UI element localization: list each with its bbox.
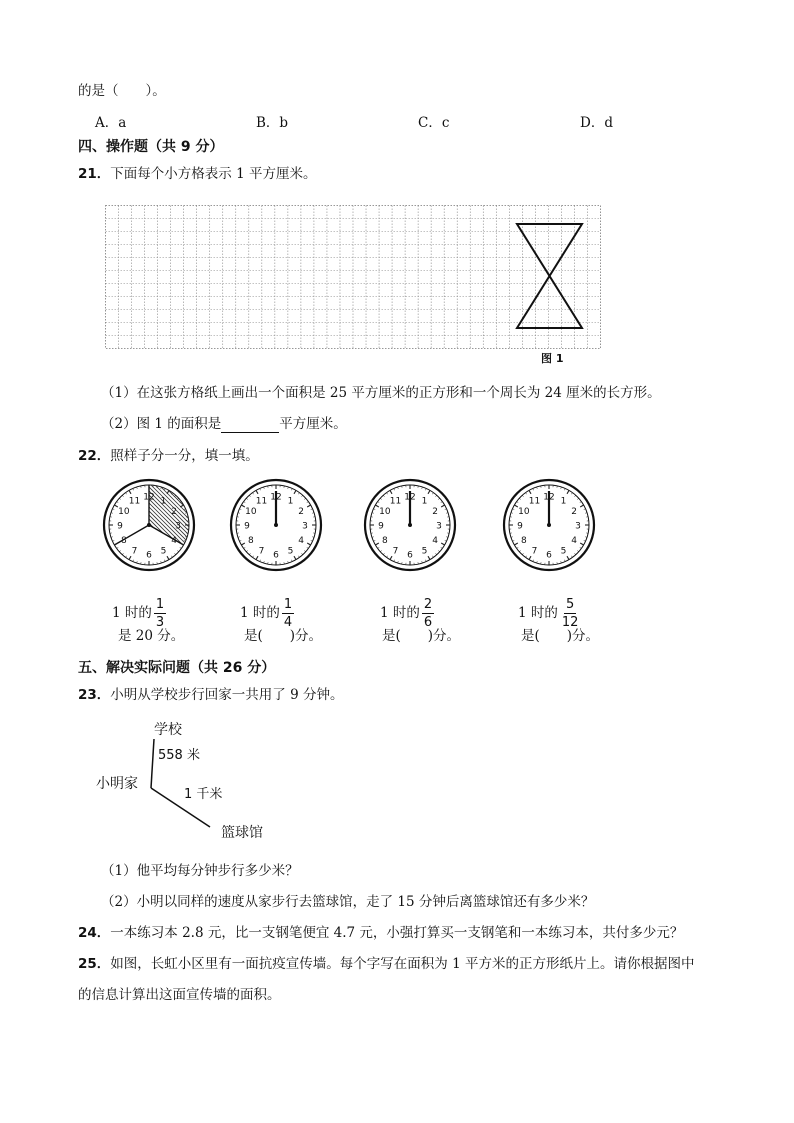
clock-number: 1	[421, 496, 428, 507]
q22-item-4	[518, 596, 580, 631]
clock-number: 11	[389, 496, 402, 507]
q22-item-3-answer: 是( )分。	[382, 628, 461, 644]
fraction-numerator: 1	[155, 597, 165, 612]
fraction-denominator: 12	[561, 615, 579, 630]
clock-number: 7	[531, 546, 538, 557]
clock-number: 12	[143, 492, 155, 503]
clock-number: 2	[171, 507, 177, 517]
clock-center	[547, 523, 551, 527]
clock-number: 4	[571, 536, 577, 546]
clock-number: 5	[560, 546, 567, 557]
clock-center	[274, 523, 278, 527]
clock-number: 7	[131, 546, 138, 557]
item-2-prefix: 1 时的	[240, 605, 280, 621]
q23-question	[78, 686, 343, 704]
clock-center	[147, 523, 151, 527]
clock-number: 11	[128, 496, 141, 507]
clock-number: 3	[436, 521, 442, 532]
clock-number: 9	[517, 521, 523, 532]
q22-question	[78, 447, 259, 465]
q22-item-2-answer: 是( )分。	[244, 628, 323, 644]
q21-part2	[101, 415, 347, 433]
q20-option-a: A．a	[95, 115, 127, 131]
clock-number: 8	[521, 536, 527, 546]
clock-number: 4	[432, 536, 438, 546]
q22-number: 22．	[78, 448, 111, 464]
clock-number: 5	[421, 546, 428, 557]
fraction-2-6	[422, 596, 434, 631]
fraction-1-4	[282, 596, 294, 631]
q22-clocks	[0, 470, 794, 580]
clock-number: 10	[518, 507, 530, 517]
clock-number: 6	[146, 550, 152, 561]
figure-1-hourglass	[517, 224, 582, 328]
clock-number: 12	[270, 492, 282, 503]
q25-line2: 的信息计算出这面宣传墙的面积。	[78, 987, 281, 1003]
clock-number: 7	[258, 546, 265, 557]
q21-text: 下面每个小方格表示 1 平方厘米。	[110, 166, 317, 182]
clock-number: 6	[273, 550, 279, 561]
clock-number: 8	[121, 536, 127, 546]
q24-number: 24．	[78, 925, 111, 941]
clock-number: 11	[255, 496, 268, 507]
q21-answer-blank	[221, 418, 279, 433]
clock-number: 6	[546, 550, 552, 561]
map-label-school: 学校	[154, 722, 182, 738]
fraction-1-3	[154, 596, 166, 631]
q24-text: 一本练习本 2.8 元，比一支钢笔便宜 4.7 元，小强打算买一支钢笔和一本练习本，共付多少元？	[110, 925, 684, 941]
clock-number: 7	[392, 546, 399, 557]
q21-part1: （1）在这张方格纸上画出一个面积是 25 平方厘米的正方形和一个周长为 24 厘米的长方形。	[101, 385, 661, 401]
clock-number: 5	[160, 546, 167, 557]
map-label-gym: 篮球馆	[221, 825, 263, 841]
q25-line1: 如图，长虹小区里有一面抗疫宣传墙。每个字写在面积为 1 平方米的正方形纸片上。请你根据图中	[110, 956, 695, 972]
q22-item-2	[240, 596, 294, 631]
item-1-prefix: 1 时的	[112, 605, 152, 621]
clock-number: 1	[287, 496, 294, 507]
clock-number: 9	[378, 521, 384, 532]
q22-item-1	[112, 596, 166, 631]
clock-number: 12	[404, 492, 416, 503]
q25-question	[78, 955, 694, 973]
clock-number: 3	[302, 521, 308, 532]
q20-option-d: D．d	[580, 115, 613, 131]
figure-1-label: 图 1	[541, 352, 564, 365]
q20-text: 的是（ ）。	[78, 83, 166, 99]
item-4-prefix: 1 时的	[518, 605, 558, 621]
map-label-1km: 1 千米	[184, 787, 223, 802]
clock-number: 10	[118, 507, 130, 517]
clock-number: 12	[543, 492, 555, 503]
q23-part1: （1）他平均每分钟步行多少米？	[101, 863, 299, 879]
clock-quarter	[231, 480, 321, 570]
fraction-denominator: 4	[283, 615, 293, 630]
clock-number: 5	[287, 546, 294, 557]
clock-number: 10	[379, 507, 391, 517]
q21-question	[78, 165, 316, 183]
fraction-numerator: 2	[423, 597, 433, 612]
clock-number: 2	[298, 507, 304, 517]
q21-part2-post: 平方厘米。	[279, 416, 347, 432]
clock-number: 10	[245, 507, 257, 517]
fraction-denominator: 6	[423, 615, 433, 630]
q22-item-3	[380, 596, 434, 631]
clock-number: 1	[160, 496, 167, 507]
fraction-5-12	[560, 596, 581, 631]
section-5-title: 五、解决实际问题（共 26 分）	[78, 660, 276, 676]
route-school-home	[151, 739, 154, 788]
q20-option-c: C．c	[418, 115, 450, 131]
clock-number: 3	[175, 521, 181, 532]
clock-number: 6	[407, 550, 413, 561]
clock-five-twelfths	[504, 480, 594, 570]
q24-question	[78, 924, 683, 942]
fraction-denominator: 3	[155, 615, 165, 630]
q23-number: 23．	[78, 687, 111, 703]
q23-text: 小明从学校步行回家一共用了 9 分钟。	[110, 687, 344, 703]
clock-number: 1	[560, 496, 567, 507]
q20-option-b: B．b	[256, 115, 289, 131]
clock-number: 8	[248, 536, 254, 546]
clock-number: 4	[171, 536, 177, 546]
clock-number: 2	[571, 507, 577, 517]
q25-number: 25．	[78, 956, 111, 972]
clock-number: 3	[575, 521, 581, 532]
q22-item-1-answer: 是 20 分。	[118, 628, 185, 644]
clock-two-sixths	[365, 480, 455, 570]
q23-part2: （2）小明以同样的速度从家步行去篮球馆，走了 15 分钟后离篮球馆还有多少米？	[101, 894, 595, 910]
clock-number: 11	[528, 496, 541, 507]
map-label-558m: 558 米	[158, 748, 200, 763]
section-4-title: 四、操作题（共 9 分）	[78, 139, 224, 155]
clock-center	[408, 523, 412, 527]
clock-number: 9	[244, 521, 250, 532]
q22-item-4-answer: 是( )分。	[521, 628, 600, 644]
clock-number: 9	[117, 521, 123, 532]
fraction-numerator: 1	[283, 597, 293, 612]
clock-number: 8	[382, 536, 388, 546]
item-3-prefix: 1 时的	[380, 605, 420, 621]
clock-number: 4	[298, 536, 304, 546]
map-label-home: 小明家	[96, 776, 138, 792]
q22-text: 照样子分一分，填一填。	[110, 448, 259, 464]
q21-grid-figure	[100, 200, 610, 365]
q21-part2-pre: （2）图 1 的面积是	[101, 416, 222, 432]
fraction-numerator: 5	[566, 597, 575, 612]
q21-number: 21．	[78, 166, 111, 182]
clock-number: 2	[432, 507, 438, 517]
